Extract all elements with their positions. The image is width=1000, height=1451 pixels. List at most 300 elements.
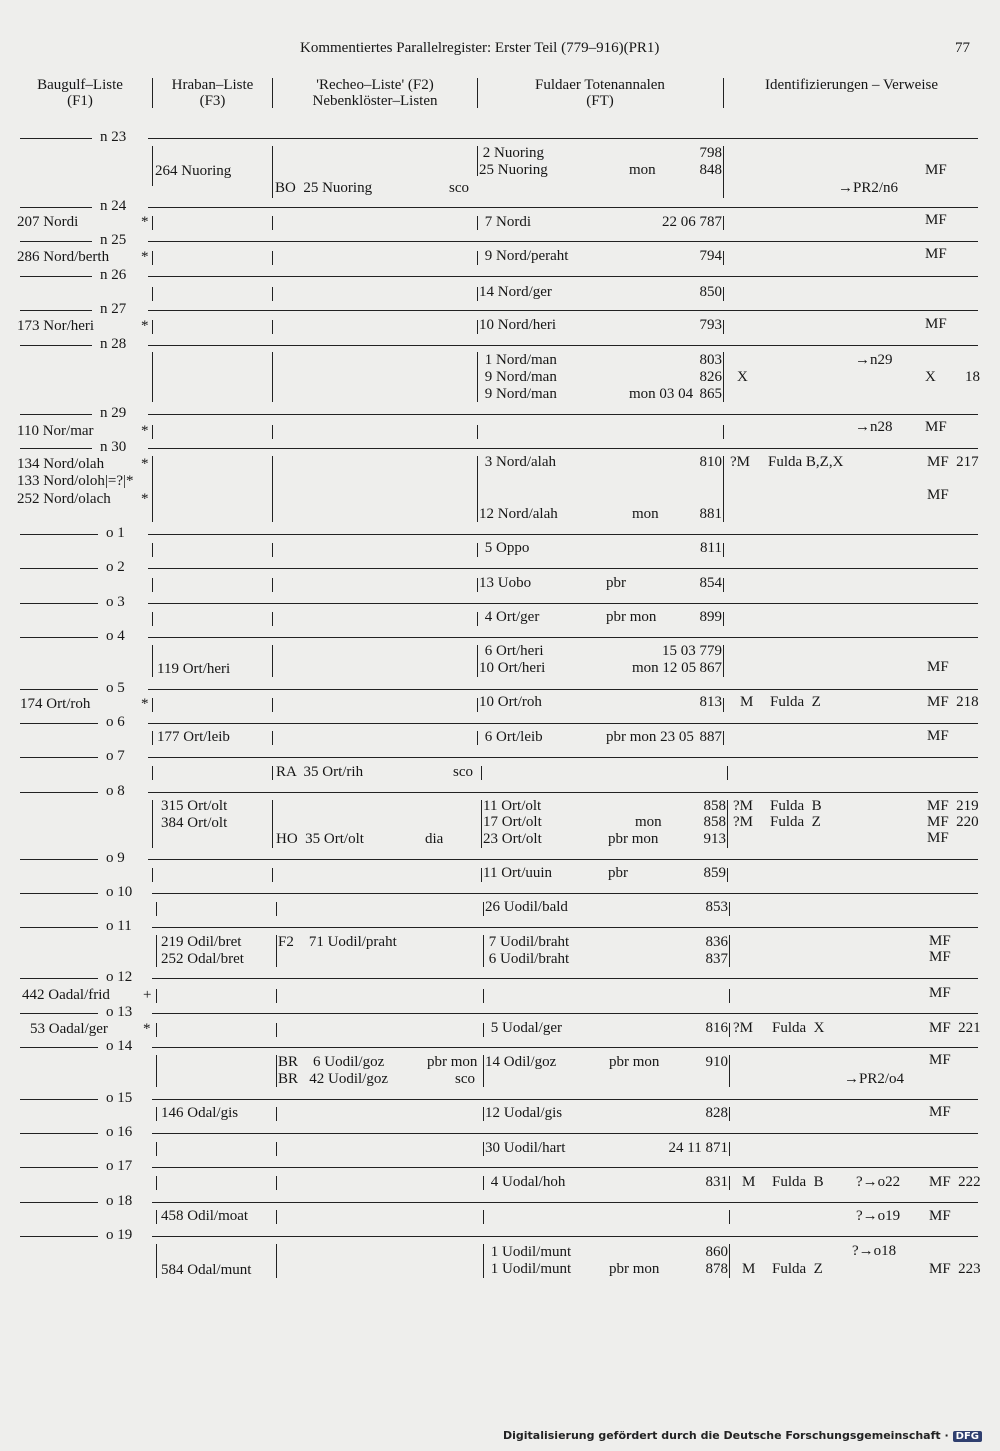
col-header-f1: Baugulf–Liste <box>37 77 123 93</box>
mf-ref: MF 221 <box>929 1020 981 1036</box>
column-divider <box>152 287 153 301</box>
column-divider <box>272 543 273 557</box>
f3-entry: 146 Odal/gis <box>161 1105 239 1121</box>
column-divider <box>152 645 153 677</box>
column-divider <box>477 287 478 301</box>
ft-entry: 5 Oppo <box>481 540 530 556</box>
ft-year: 860 <box>705 1244 728 1260</box>
rule-left <box>20 138 92 139</box>
f3-entry: 315 Ort/olt <box>161 798 228 814</box>
fulda-ref: Fulda X <box>772 1020 825 1036</box>
group-label: n 24 <box>100 198 127 214</box>
group-label: o 14 <box>106 1038 133 1054</box>
ft-note: pbr mon 23 05 <box>606 729 694 745</box>
rule-left <box>20 792 98 793</box>
ft-note: pbr <box>606 575 626 591</box>
column-divider <box>276 1244 277 1278</box>
column-divider <box>156 989 157 1003</box>
ft-note: mon <box>629 162 656 178</box>
rule-right <box>148 723 978 724</box>
column-divider <box>272 456 273 522</box>
f1-entry: 110 Nor/mar <box>17 423 94 439</box>
rule-left <box>20 603 98 604</box>
column-divider <box>483 1244 484 1278</box>
fulda-ref: Fulda B <box>772 1174 824 1190</box>
f1-entry: 133 Nord/oloh|=?|* <box>17 473 134 489</box>
rule-right <box>148 207 978 208</box>
note-number: 18 <box>965 369 980 385</box>
column-divider <box>477 578 478 592</box>
rule-right <box>152 1236 978 1237</box>
column-divider <box>152 456 153 522</box>
rule-right <box>152 1133 978 1134</box>
column-divider <box>152 731 153 745</box>
ft-entry: 1 Nord/man <box>481 352 557 368</box>
column-divider <box>727 868 728 882</box>
ft-year: 811 <box>700 540 722 556</box>
rule-right <box>152 1202 978 1203</box>
column-divider <box>723 543 724 557</box>
column-divider <box>483 1055 484 1087</box>
ft-year: 881 <box>699 506 722 522</box>
column-divider <box>156 1055 157 1087</box>
ft-year: 853 <box>705 899 728 915</box>
group-label: n 27 <box>100 301 127 317</box>
ft-year: 850 <box>699 284 722 300</box>
f1-entry: 207 Nordi <box>17 214 79 230</box>
group-label: n 29 <box>100 405 127 421</box>
ft-year: 854 <box>699 575 722 591</box>
mf-ref: MF <box>927 659 949 675</box>
ft-year: 15 03 779 <box>662 643 722 659</box>
column-divider <box>152 578 153 592</box>
group-label: o 12 <box>106 969 133 985</box>
column-divider <box>272 425 273 439</box>
footer-text: Digitalisierung gefördert durch die Deutsche Forschungsgemeinschaft · <box>502 1429 949 1442</box>
column-divider <box>272 251 273 265</box>
rule-right <box>152 1099 978 1100</box>
rule-right <box>148 138 978 139</box>
column-divider <box>729 935 730 967</box>
column-divider <box>272 216 273 230</box>
col-header-f2: 'Recheo–Liste' (F2) <box>316 77 434 93</box>
mf-ref: MF <box>929 1052 951 1068</box>
column-divider <box>723 216 724 230</box>
column-divider <box>483 902 484 916</box>
rule-left <box>20 1202 98 1203</box>
ft-year: 793 <box>699 317 722 333</box>
column-divider <box>156 1142 157 1156</box>
rule-left <box>20 1133 98 1134</box>
rule-right <box>148 757 978 758</box>
f2-note: dia <box>425 831 444 847</box>
column-divider <box>481 766 482 780</box>
rule-right <box>148 241 978 242</box>
column-divider <box>272 868 273 882</box>
ft-year: 828 <box>705 1105 728 1121</box>
column-divider <box>477 698 478 712</box>
group-label: o 4 <box>106 628 125 644</box>
column-divider <box>723 146 724 198</box>
f2-entry: BR 42 Uodil/goz <box>278 1071 389 1087</box>
mf-ref: MF 220 <box>927 814 979 830</box>
group-label: o 3 <box>106 594 125 610</box>
mf-ref: MF 217 <box>927 454 979 470</box>
column-divider <box>272 645 273 677</box>
mf-ref: MF <box>929 985 951 1001</box>
ft-year: 865 <box>699 386 722 402</box>
column-divider <box>723 731 724 745</box>
ft-year: 859 <box>703 865 726 881</box>
f1-entry: 173 Nor/heri <box>17 318 95 334</box>
column-divider <box>477 216 478 230</box>
group-label: o 18 <box>106 1193 133 1209</box>
column-divider <box>272 320 273 334</box>
group-label: o 7 <box>106 748 125 764</box>
column-divider <box>477 425 478 439</box>
mf-ref: MF <box>929 1208 951 1224</box>
rule-left <box>20 568 98 569</box>
column-divider <box>272 78 273 108</box>
cross-ref: →n29 <box>855 352 893 368</box>
column-divider <box>481 868 482 882</box>
group-label: o 11 <box>106 918 132 934</box>
column-divider <box>152 800 153 848</box>
mf-ref: MF 223 <box>929 1261 981 1277</box>
ft-entry: 9 Nord/man <box>481 369 557 385</box>
ft-entry: 2 Nuoring <box>479 145 544 161</box>
group-label: o 8 <box>106 783 125 799</box>
ft-note: pbr mon <box>606 609 657 625</box>
ft-note: mon <box>632 506 659 522</box>
col-header-identifications: Identifizierungen – Verweise <box>765 77 938 93</box>
monastery-marker: ?M <box>733 814 753 830</box>
column-divider <box>729 1244 730 1278</box>
rule-right <box>152 1013 978 1014</box>
ft-entry: 1 Uodil/munt <box>487 1261 572 1277</box>
group-label: n 25 <box>100 232 127 248</box>
group-label: n 23 <box>100 129 127 145</box>
column-divider <box>156 1176 157 1190</box>
group-label: o 10 <box>106 884 133 900</box>
column-divider <box>152 425 153 439</box>
f3-entry: 177 Ort/leib <box>157 729 230 745</box>
ft-entry: 10 Ort/heri <box>479 660 546 676</box>
ft-year: 813 <box>699 694 722 710</box>
marker: X <box>925 369 936 385</box>
cross-ref: ?→o19 <box>856 1208 901 1224</box>
fulda-ref: Fulda Z <box>770 694 821 710</box>
rule-left <box>20 448 92 449</box>
rule-right <box>152 978 978 979</box>
ft-year: 816 <box>705 1020 728 1036</box>
fulda-ref: Fulda Z <box>770 814 821 830</box>
mf-ref: MF <box>925 212 947 228</box>
f2-entry: BO 25 Nuoring <box>275 180 373 196</box>
cross-ref: ?→o18 <box>852 1243 897 1259</box>
column-divider <box>152 612 153 626</box>
ft-year: 878 <box>705 1261 728 1277</box>
rule-left <box>20 345 92 346</box>
rule-left <box>20 207 92 208</box>
ft-year: 858 <box>703 798 726 814</box>
column-divider <box>156 902 157 916</box>
group-label: o 1 <box>106 525 125 541</box>
ft-entry: 9 Nord/peraht <box>481 248 569 264</box>
f3-entry: 252 Odal/bret <box>161 951 244 967</box>
monastery-marker: M <box>742 1261 756 1277</box>
f2-note: pbr mon <box>427 1054 478 1070</box>
column-divider <box>152 698 153 712</box>
rule-left <box>20 978 98 979</box>
ft-entry: 14 Odil/goz <box>485 1054 557 1070</box>
f1-mark: + <box>143 987 152 1003</box>
ft-note: pbr mon <box>609 1054 660 1070</box>
ft-entry: 4 Ort/ger <box>481 609 540 625</box>
dfg-logo: DFG <box>953 1431 982 1442</box>
f1-mark: * <box>141 696 149 712</box>
column-divider <box>483 1107 484 1121</box>
ft-year: 831 <box>705 1174 728 1190</box>
monastery-marker: ?M <box>733 798 753 814</box>
f1-entry: 53 Oadal/ger <box>30 1021 108 1037</box>
f3-entry: 119 Ort/heri <box>157 661 231 677</box>
rule-left <box>20 689 98 690</box>
column-divider <box>723 612 724 626</box>
page-number: 77 <box>955 40 970 56</box>
column-divider <box>272 578 273 592</box>
column-divider <box>276 1142 277 1156</box>
rule-left <box>20 1236 98 1237</box>
mf-ref: MF <box>929 949 951 965</box>
rule-right <box>148 792 978 793</box>
mf-ref: MF <box>925 419 947 435</box>
f1-mark: * <box>141 423 149 439</box>
column-divider <box>152 766 153 780</box>
f3-entry: 219 Odil/bret <box>161 934 242 950</box>
ft-entry: 9 Nord/man <box>481 386 557 402</box>
column-divider <box>729 1107 730 1121</box>
ft-entry: 3 Nord/alah <box>481 454 556 470</box>
group-label: n 28 <box>100 336 127 352</box>
column-divider <box>272 146 273 198</box>
column-divider <box>156 1210 157 1224</box>
column-divider <box>723 456 724 522</box>
column-divider <box>477 251 478 265</box>
rule-right <box>152 893 978 894</box>
column-divider <box>477 731 478 745</box>
column-divider <box>276 902 277 916</box>
group-label: o 13 <box>106 1004 133 1020</box>
rule-right <box>152 927 978 928</box>
column-divider <box>727 766 728 780</box>
column-divider <box>729 902 730 916</box>
ft-entry: 7 Nordi <box>481 214 531 230</box>
rule-right <box>148 568 978 569</box>
f3-entry: 264 Nuoring <box>155 163 232 179</box>
ft-entry: 6 Ort/heri <box>481 643 544 659</box>
column-divider <box>723 287 724 301</box>
ft-entry: 30 Uodil/hart <box>485 1140 566 1156</box>
mf-ref: MF <box>929 1104 951 1120</box>
f2-entry: BR 6 Uodil/goz <box>278 1054 385 1070</box>
group-label: n 30 <box>100 439 127 455</box>
column-divider <box>729 1176 730 1190</box>
monastery-marker: M <box>742 1174 756 1190</box>
f2-entry: RA 35 Ort/rih <box>276 764 364 780</box>
group-label: o 6 <box>106 714 125 730</box>
group-label: n 26 <box>100 267 127 283</box>
column-divider <box>276 1176 277 1190</box>
ft-note: mon <box>635 814 662 830</box>
column-divider <box>477 612 478 626</box>
column-divider <box>276 1107 277 1121</box>
column-divider <box>272 352 273 402</box>
group-label: o 15 <box>106 1090 133 1106</box>
column-divider <box>723 78 724 108</box>
column-divider <box>723 320 724 334</box>
f3-entry: 584 Odal/munt <box>161 1262 252 1278</box>
ft-entry: 12 Uodal/gis <box>485 1105 563 1121</box>
column-divider <box>477 543 478 557</box>
ft-entry: 13 Uobo <box>479 575 532 591</box>
rule-right <box>148 276 978 277</box>
mf-ref: MF <box>927 830 949 846</box>
f1-mark: * <box>141 318 149 334</box>
ft-year: 803 <box>699 352 722 368</box>
mf-ref: MF <box>925 162 947 178</box>
ft-entry: 23 Ort/olt <box>483 831 542 847</box>
column-divider <box>272 766 273 780</box>
rule-right <box>148 689 978 690</box>
monastery-marker: M <box>740 694 754 710</box>
column-divider <box>272 800 273 848</box>
ft-year: 24 11 871 <box>668 1140 728 1156</box>
ft-entry: 11 Ort/olt <box>483 798 542 814</box>
column-divider <box>156 935 157 967</box>
f2-entry: HO 35 Ort/olt <box>276 831 364 847</box>
ft-year: 22 06 787 <box>662 214 722 230</box>
f1-mark: * <box>141 214 149 230</box>
mf-ref: MF <box>927 728 949 744</box>
column-divider <box>477 352 478 402</box>
rule-left <box>20 757 98 758</box>
mf-ref: MF <box>925 316 947 332</box>
ft-entry: 12 Nord/alah <box>479 506 558 522</box>
ft-entry: 11 Ort/uuin <box>483 865 553 881</box>
fulda-ref: Fulda B,Z,X <box>768 454 844 470</box>
ft-year: 794 <box>699 248 722 264</box>
marker: X <box>737 369 748 385</box>
monastery-marker: ?M <box>733 1020 753 1036</box>
group-label: o 2 <box>106 559 125 575</box>
ft-year: 899 <box>699 609 722 625</box>
col-header-f3-sub: (F3) <box>199 93 226 109</box>
ft-entry: 25 Nuoring <box>479 162 548 178</box>
column-divider <box>276 989 277 1003</box>
rule-left <box>20 310 92 311</box>
ft-year: 913 <box>703 831 726 847</box>
rule-left <box>20 241 92 242</box>
rule-right <box>148 414 978 415</box>
rule-right <box>148 534 978 535</box>
rule-left <box>20 1167 98 1168</box>
rule-right <box>148 603 978 604</box>
f2-note: sco <box>449 180 469 196</box>
mf-ref: MF <box>929 933 951 949</box>
column-divider <box>272 612 273 626</box>
column-divider <box>481 800 482 848</box>
rule-right <box>152 1167 978 1168</box>
col-header-ft: Fuldaer Totenannalen <box>535 77 665 93</box>
ft-year: 826 <box>699 369 722 385</box>
mf-ref: MF 222 <box>929 1174 981 1190</box>
column-divider <box>483 1176 484 1190</box>
column-divider <box>723 645 724 677</box>
column-divider <box>723 352 724 402</box>
column-divider <box>276 1055 277 1087</box>
cross-ref: ?→o22 <box>856 1174 901 1190</box>
ft-year: 887 <box>699 729 722 745</box>
rule-left <box>20 723 98 724</box>
ft-entry: 6 Ort/leib <box>481 729 543 745</box>
f1-mark: * <box>141 456 149 472</box>
ft-note: pbr <box>608 865 628 881</box>
column-divider <box>152 146 153 186</box>
column-divider <box>729 989 730 1003</box>
col-header-f2-sub: Nebenklöster–Listen <box>312 93 438 109</box>
column-divider <box>272 731 273 745</box>
ft-year: 837 <box>705 951 728 967</box>
group-label: o 17 <box>106 1158 133 1174</box>
ft-entry: 10 Ort/roh <box>479 694 542 710</box>
column-divider <box>723 425 724 439</box>
ft-entry: 26 Uodil/bald <box>485 899 568 915</box>
ft-entry: 1 Uodil/munt <box>487 1244 572 1260</box>
f2-note: sco <box>455 1071 475 1087</box>
ft-entry: 7 Uodil/braht <box>485 934 570 950</box>
cross-ref: →n28 <box>855 419 893 435</box>
column-divider <box>483 989 484 1003</box>
column-divider <box>477 456 478 522</box>
mf-ref: MF 219 <box>927 798 979 814</box>
column-divider <box>723 251 724 265</box>
column-divider <box>483 1142 484 1156</box>
fulda-ref: Fulda Z <box>772 1261 823 1277</box>
group-label: o 5 <box>106 680 125 696</box>
f2-entry: F2 71 Uodil/praht <box>278 934 397 950</box>
column-divider <box>152 251 153 265</box>
column-divider <box>156 1244 157 1278</box>
column-divider <box>152 868 153 882</box>
column-divider <box>729 1210 730 1224</box>
ft-year: 848 <box>699 162 722 178</box>
rule-left <box>20 414 92 415</box>
f1-mark: * <box>141 249 149 265</box>
f1-entry: 442 Oadal/frid <box>22 987 110 1003</box>
cross-ref: →PR2/n6 <box>838 180 899 196</box>
rule-right <box>148 859 978 860</box>
rule-right <box>148 345 978 346</box>
column-divider <box>477 78 478 108</box>
ft-entry: 5 Uodal/ger <box>487 1020 562 1036</box>
column-divider <box>483 1023 484 1037</box>
f1-entry: 134 Nord/olah <box>17 456 105 472</box>
column-divider <box>152 352 153 402</box>
column-divider <box>272 698 273 712</box>
f3-entry: 458 Odil/moat <box>161 1208 249 1224</box>
column-divider <box>276 935 277 967</box>
